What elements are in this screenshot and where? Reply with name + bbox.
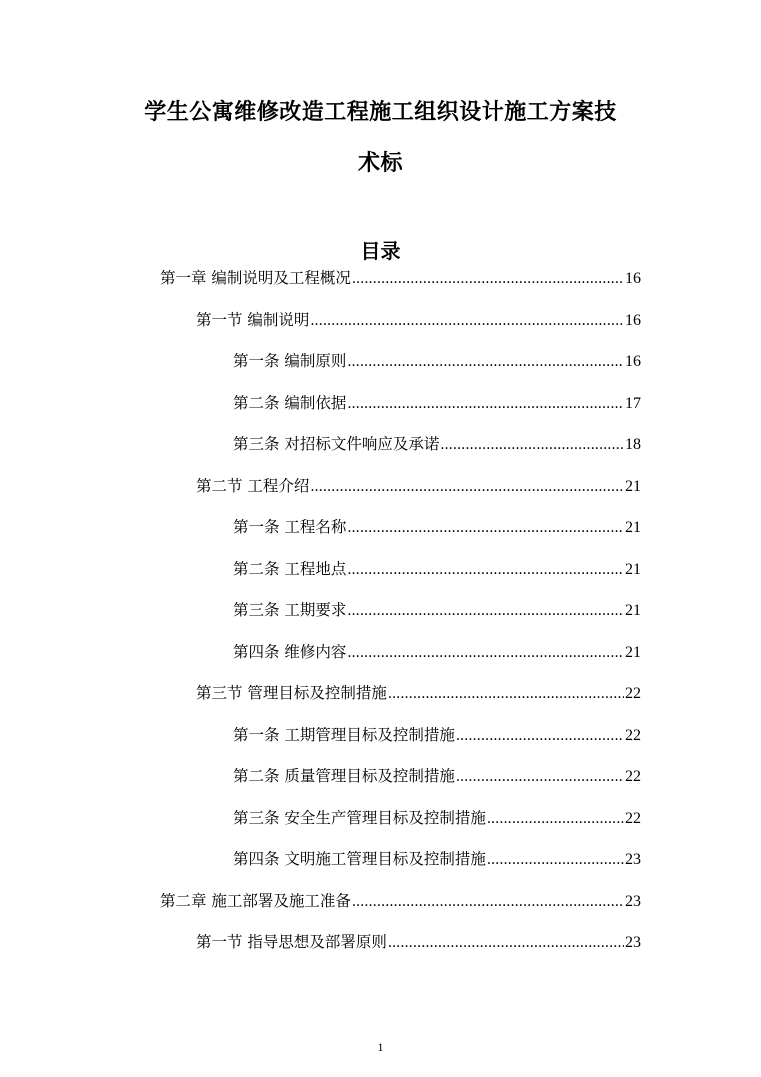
toc-leader-dots	[487, 849, 624, 871]
toc-entry[interactable]	[233, 392, 641, 414]
toc-entry-label: 第一条 工期管理目标及控制措施	[233, 726, 455, 744]
toc-entry-label: 第四条 维修内容	[233, 643, 347, 661]
toc-entry[interactable]	[233, 848, 641, 870]
toc-leader-dots	[456, 725, 624, 747]
toc-entry-label: 第一节 编制说明	[196, 311, 310, 329]
toc-entry-label: 第四条 文明施工管理目标及控制措施	[233, 850, 486, 868]
toc-entry-page: 23	[625, 893, 641, 910]
toc-entry[interactable]	[196, 682, 641, 704]
toc-entry[interactable]	[160, 267, 641, 289]
toc-entry-label: 第一条 编制原则	[233, 352, 347, 370]
toc-leader-dots	[347, 351, 624, 373]
toc-entry-page: 21	[625, 561, 641, 578]
document-title-line-1: 学生公寓维修改造工程施工组织设计施工方案技	[144, 100, 617, 125]
toc-entry-page: 16	[625, 353, 641, 370]
toc-entry[interactable]	[233, 765, 641, 787]
toc-leader-dots	[347, 600, 624, 622]
toc-entry-page: 16	[625, 312, 641, 329]
toc-leader-dots	[352, 891, 624, 913]
toc-entry-page: 22	[625, 768, 641, 785]
toc-entry-page: 17	[625, 395, 641, 412]
toc-leader-dots	[487, 808, 624, 830]
toc-entry-label: 第三节 管理目标及控制措施	[196, 684, 387, 702]
toc-entry-page: 21	[625, 478, 641, 495]
document-title-line-2: 术标	[357, 151, 403, 176]
toc-entry[interactable]	[233, 516, 641, 538]
toc-entry-label: 第一节 指导思想及部署原则	[196, 933, 387, 951]
toc-entry-page: 21	[625, 644, 641, 661]
toc-entry-page: 18	[625, 436, 641, 453]
toc-leader-dots	[347, 642, 624, 664]
toc-leader-dots	[388, 932, 624, 954]
toc-entry-label: 第二节 工程介绍	[196, 477, 310, 495]
toc-entry[interactable]	[233, 724, 641, 746]
toc-entry-page: 21	[625, 519, 641, 536]
toc-entry[interactable]	[196, 309, 641, 331]
toc-leader-dots	[440, 434, 624, 456]
toc-entry-page: 23	[625, 934, 641, 951]
toc-entry[interactable]	[233, 350, 641, 372]
toc-entry-label: 第二章 施工部署及施工准备	[160, 892, 351, 910]
toc-leader-dots	[388, 683, 624, 705]
toc-entry-page: 22	[625, 810, 641, 827]
toc-entry-page: 22	[625, 685, 641, 702]
toc-leader-dots	[347, 393, 624, 415]
toc-leader-dots	[456, 766, 624, 788]
toc-entry-label: 第二条 工程地点	[233, 560, 347, 578]
toc-entry[interactable]	[233, 599, 641, 621]
toc-heading: 目录	[360, 239, 401, 263]
toc-entry[interactable]	[233, 641, 641, 663]
toc-leader-dots	[352, 268, 624, 290]
toc-entry-label: 第三条 安全生产管理目标及控制措施	[233, 809, 486, 827]
toc-entry-label: 第三条 工期要求	[233, 601, 347, 619]
toc-entry-page: 23	[625, 851, 641, 868]
toc-entry-page: 21	[625, 602, 641, 619]
toc-entry[interactable]	[196, 475, 641, 497]
toc-entry-label: 第三条 对招标文件响应及承诺	[233, 435, 440, 453]
toc-entry[interactable]	[160, 890, 641, 912]
page-number: 1	[377, 1040, 384, 1054]
toc-entry-page: 16	[625, 270, 641, 287]
toc-leader-dots	[310, 310, 624, 332]
toc-entry-label: 第一条 工程名称	[233, 518, 347, 536]
toc-entry-label: 第一章 编制说明及工程概况	[160, 269, 351, 287]
toc-entry[interactable]	[233, 807, 641, 829]
toc-leader-dots	[347, 517, 624, 539]
toc-entry-label: 第二条 编制依据	[233, 394, 347, 412]
toc-entry[interactable]	[233, 433, 641, 455]
toc-entry[interactable]	[196, 931, 641, 953]
toc-leader-dots	[310, 476, 624, 498]
toc-entry-label: 第二条 质量管理目标及控制措施	[233, 767, 455, 785]
toc-leader-dots	[347, 559, 624, 581]
toc-entry[interactable]	[233, 558, 641, 580]
toc-entry-page: 22	[625, 727, 641, 744]
